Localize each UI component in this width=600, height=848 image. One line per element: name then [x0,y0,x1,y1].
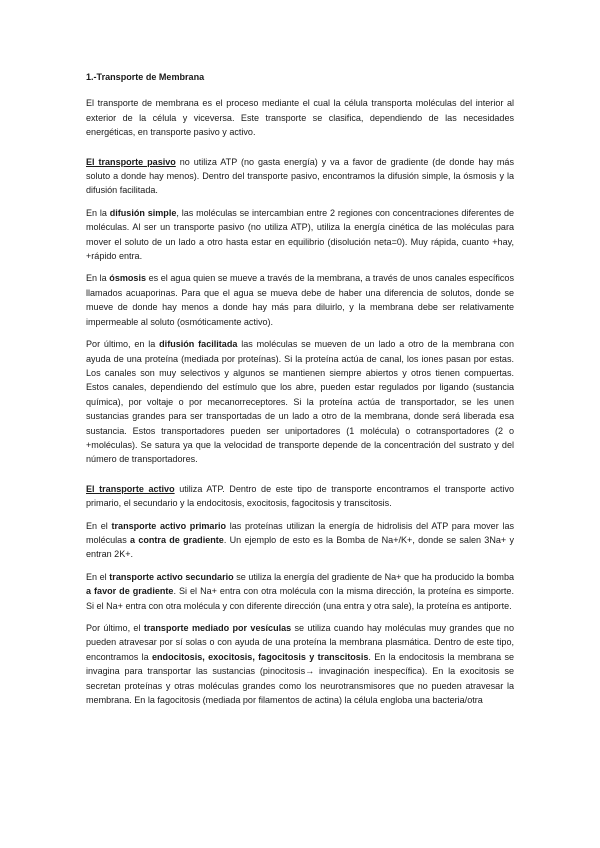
text-run: Por último, el [86,623,144,633]
text-run: se utiliza cuando hay moléculas muy grandes que no pueden atravesar por sí solas o con ayuda de una proteína la membrana plasmática. Dentro de este tipo, encontramos la [86,623,514,662]
text-run: Por último, en la [86,339,160,350]
paragraph-vesiculas [86,621,514,707]
text-run: las moléculas se mueven de un lado a otro de la membrana con ayuda de una proteína (mediada por proteínas). Si la proteína actúa de canal, los iones pasan por estas. Los canales son muy selectivos y algunos se mantienen siempre abiertos y otros tienen compuertas. Estos canales, dependiendo del estímulo que los abre, pueden estar regulados por ligando (sustancia química), por voltaje o por mecanorreceptores. Si la proteína actúa de transportador, se les unen sustancias grandes para ser transportadas de un lado a otro de la membrana, donde será liberada esa sustancia. Estos transportadores pueden ser uniportadores (1 molécula) o cotransportadores (2 o +moléculas). Se satura ya que la velocidad de transporte depende de la concentración del sustrato y del número de transportadores. [86,339,514,465]
text-run: . En la endocitosis la membrana se invagina para transportar las sustancias (pinocitosis→ invaginación inespecífica). En la exocitosis se secretan proteínas y otras moléculas grandes como los neurotransmisores que no pueden atravesar la membrana. En la fagocitosis (mediada por filamentos de actina) la célula engloba una bacteria/otra [86,651,514,706]
bold-text: transporte activo primario [111,520,227,531]
text-run: no utiliza ATP (no gasta energía) y va a favor de gradiente (de donde hay más soluto a donde hay menos). Dentro del transporte pasivo, encontramos la difusión simple, la ósmosis y la difusión facilitada. [86,156,514,196]
bold-text: difusión simple [109,207,177,218]
paragraph-activo [86,482,514,511]
section-title: 1.-Transporte de Membrana [86,72,205,82]
text-run: En la [86,207,110,218]
paragraph-activo-primario [86,519,514,562]
bold-text: endocitosis, exocitosis, fagocitosis y transcitosis [151,651,369,662]
bold-text: ósmosis [109,273,147,284]
text-run: se utiliza la energía del gradiente de Na+ que ha producido la bomba [233,571,515,582]
paragraph-difusion-simple [86,206,514,264]
text-run: las proteínas utilizan la energía de hidrolisis del ATP para mover las moléculas [86,520,514,545]
bold-text: transporte activo secundario [109,571,234,582]
bold-text: El transporte pasivo [86,156,176,167]
text-run: es el agua quien se mueve a través de la membrana, a través de unos canales específicos llamados acuaporinas. Para que el agua se mueva debe de haber una diferencia de solutos, donde se mueve de donde hay menos a donde hay más para diluirlo, y la membrana debe ser relativamente impermeable al soluto (osmóticamente activo). [86,273,514,327]
text-run: . Un ejemplo de esto es la Bomba de Na+/K+, donde se salen 3Na+ y entran 2K+. [86,534,514,560]
text-run: En la [86,273,110,284]
text-run: En el [86,571,110,582]
bold-text: a favor de gradiente [86,586,174,597]
paragraph-activo-secundario [86,570,514,613]
text-run: , las moléculas se intercambian entre 2 regiones con concentraciones diferentes de moléculas. Al ser un transporte pasivo (no utiliza ATP), utiliza la energía cinética de las moléculas para mover el soluto de un lado a otro hasta estar en equilibrio (disolución neta=0). Muy rápida, cuanto +hay, +rápido entra. [86,207,515,262]
bold-text: difusión facilitada [159,339,238,350]
document-page [86,70,514,715]
document-body [86,96,514,707]
text-run: . Si el Na+ entra con otra molécula con la misma dirección, la proteína es simporte. Si el Na+ entra con otra molécula y con diferente dirección (una entra y otra sale), la proteína es antiporte. [86,586,514,611]
paragraph-difusion-facilitada [86,337,514,467]
paragraph-intro [86,96,514,139]
text-run: El transporte de membrana es el proceso mediante el cual la célula transporta moléculas del interior al exterior de la célula y viceversa. Este transporte se clasifica, dependiendo de las necesidades energéticas, en transporte pasivo y activo. [86,98,514,138]
text-run: utiliza ATP. Dentro de este tipo de transporte encontramos el transporte activo primario, el secundario y la endocitosis, exocitosis, fagocitosis y transcitosis. [86,483,515,509]
paragraph-pasivo [86,155,514,198]
text-run: En el [86,520,112,531]
bold-text: El transporte activo [86,483,175,494]
bold-text: a contra de gradiente [130,534,224,545]
paragraph-osmosis [86,271,514,329]
bold-text: transporte mediado por vesículas [143,623,292,633]
